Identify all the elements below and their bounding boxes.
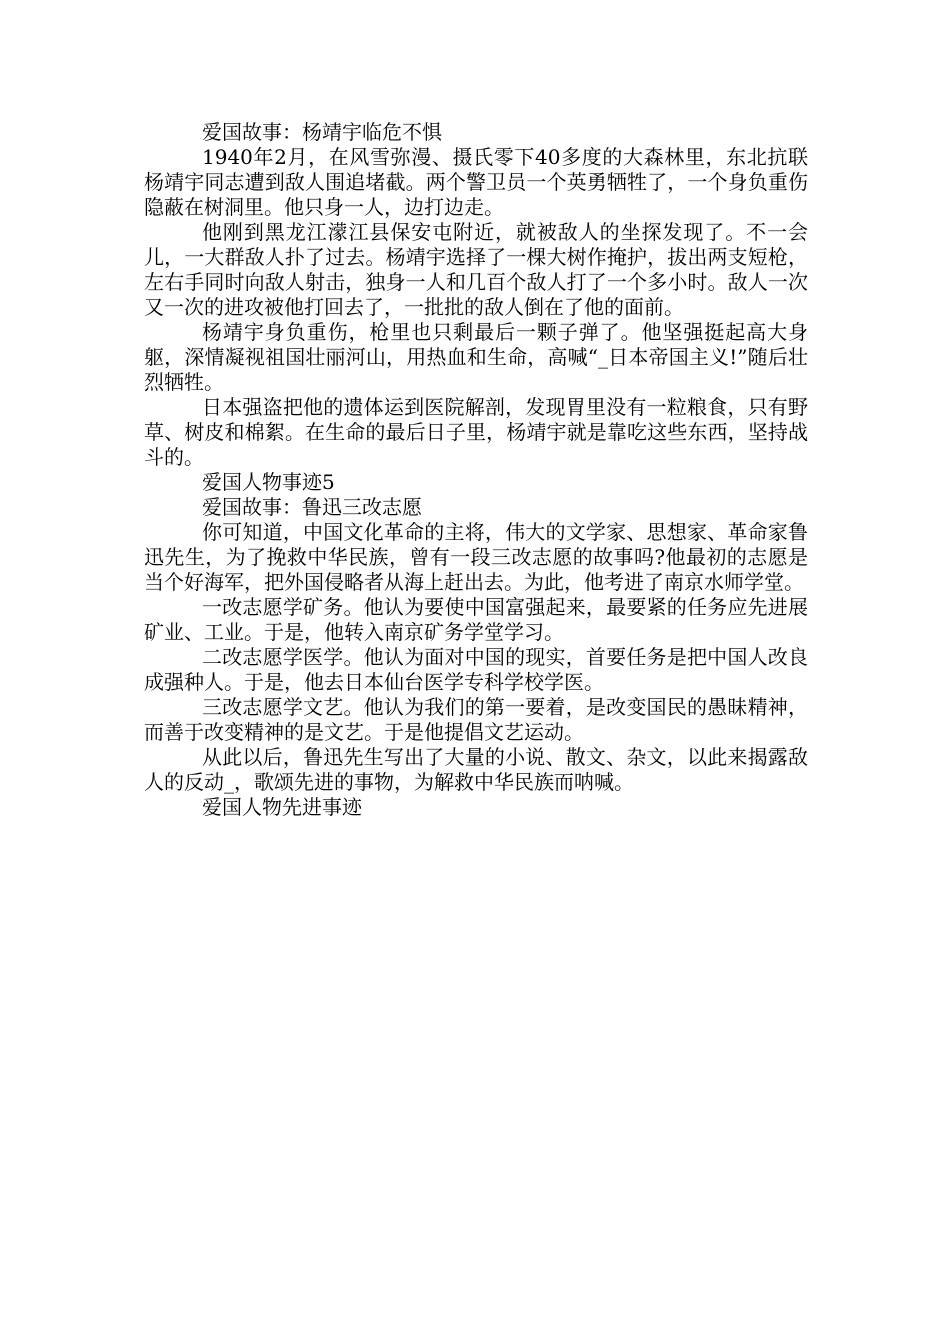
paragraph: 三改志愿学文艺。他认为我们的第一要着，是改变国民的愚昧精神，而善于改变精神的是文艺。于是他提倡文艺运动。 bbox=[144, 695, 808, 744]
paragraph: 杨靖宇身负重伤，枪里也只剩最后一颗子弹了。他坚强挺起高大身躯，深情凝视祖国壮丽河山，用热血和生命，高喊“_日本帝国主义!”随后壮烈牺牲。 bbox=[144, 320, 808, 394]
paragraph: 一改志愿学矿务。他认为要使中国富强起来，最要紧的任务应先进展矿业、工业。于是，他转入南京矿务学堂学习。 bbox=[144, 595, 808, 644]
paragraph: 他刚到黑龙江濛江县保安屯附近，就被敌人的坐探发现了。不一会儿，一大群敌人扑了过去。杨靖宇选择了一棵大树作掩护，拔出两支短枪，左右手同时向敌人射击，独身一人和几百个敌人打了一个多小时。敌人一次又一次的进攻被他打回去了，一批批的敌人倒在了他的面前。 bbox=[144, 220, 808, 319]
heading-yang-jingyu: 爱国故事：杨靖宇临危不惧 bbox=[202, 120, 442, 144]
paragraph: 日本强盗把他的遗体运到医院解剖，发现胃里没有一粒粮食，只有野草、树皮和棉絮。在生命的最后日子里，杨靖宇就是靠吃这些东西，坚持战斗的。 bbox=[144, 395, 808, 469]
section-heading-5: 爱国人物事迹5 bbox=[202, 470, 335, 494]
heading-lu-xun: 爱国故事：鲁迅三改志愿 bbox=[202, 495, 422, 519]
paragraph: 从此以后，鲁迅先生写出了大量的小说、散文、杂文，以此来揭露敌人的反动_，歌颂先进的事物，为解救中华民族而呐喊。 bbox=[144, 745, 808, 794]
paragraph: 你可知道，中国文化革命的主将，伟大的文学家、思想家、革命家鲁迅先生，为了挽救中华民族，曾有一段三改志愿的故事吗?他最初的志愿是当个好海军，把外国侵略者从海上赶出去。为此，他考进了南京水师学堂。 bbox=[144, 520, 808, 594]
paragraph: 二改志愿学医学。他认为面对中国的现实，首要任务是把中国人改良成强种人。于是，他去日本仙台医学专科学校学医。 bbox=[144, 645, 808, 694]
document-body bbox=[144, 120, 808, 820]
paragraph: 1940年2月，在风雪弥漫、摄氏零下40多度的大森林里，东北抗联杨靖宇同志遭到敌人围追堵截。两个警卫员一个英勇牺牲了，一个身负重伤隐蔽在树洞里。他只身一人，边打边走。 bbox=[144, 145, 808, 219]
section-heading-advanced-deeds: 爱国人物先进事迹 bbox=[202, 795, 362, 819]
